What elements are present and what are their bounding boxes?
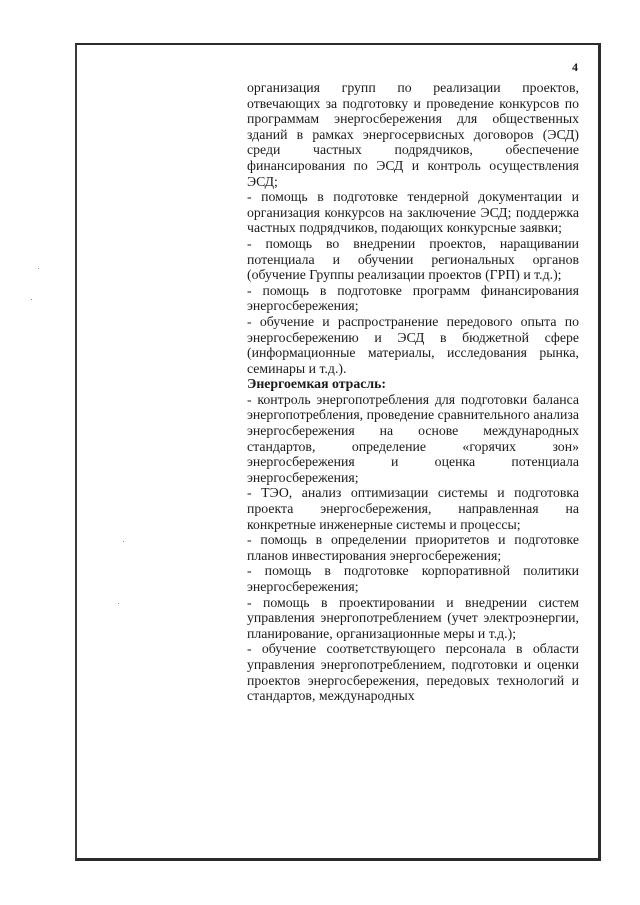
- section-heading: Энергоемкая отрасль:: [247, 376, 386, 392]
- scan-speck: [38, 268, 39, 269]
- paragraph-feasibility: - ТЭО, анализ оптимизации системы и подготовка проекта энергосбережения, направленная на конкретные инженерные системы и процессы;: [247, 485, 579, 532]
- paragraph-consumption-control: - контроль энергопотребления для подготовки баланса энергопотребления, проведение сравнительного анализа энергосбережения на основе международных стандартов, определение «горячих зон» энергосбережения и оценка потенциала энергосбережения;: [247, 391, 579, 485]
- paragraph-corporate-policy: - помощь в подготовке корпоративной политики энергосбережения;: [247, 563, 579, 594]
- paragraph-staff-training: - обучение соответствующего персонала в области управления энергопотреблением, подготовки и оценки проектов энергосбережения, передовых технологий и стандартов, международных: [247, 641, 579, 704]
- scan-speck: [118, 603, 119, 604]
- paragraph-management-systems: - помощь в проектировании и внедрении систем управления энергопотреблением (учет электроэнергии, планирование, организационные меры и т.д.);: [247, 594, 579, 641]
- paragraph-implementation-help: - помощь во внедрении проектов, наращивании потенциала и обучении региональных органов (обучение Группы реализации проектов (ГРП) и т.д.);: [247, 235, 579, 283]
- text-column: [247, 80, 579, 704]
- paragraph-financing-programs: - помощь в подготовке программ финансирования энергосбережения;: [247, 282, 579, 314]
- paragraph-priorities: - помощь в определении приоритетов и подготовке планов инвестирования энергосбережения;: [247, 532, 579, 563]
- paragraph-tender-help: - помощь в подготовке тендерной документации и организация конкурсов на заключение ЭСД; поддержка частных подрядчиков, подающих конкурсные заявки;: [247, 189, 579, 236]
- paragraph-intro: организация групп по реализации проектов, отвечающих за подготовку и проведение конкурсов по программам энергосбережения для общественных зданий в рамках энергосервисных договоров (ЭСД) среди частных подрядчиков, обеспечение финансирования по ЭСД и контроль осуществления ЭСД;: [247, 80, 579, 189]
- scan-speck: [31, 299, 32, 300]
- scan-speck: [123, 541, 124, 542]
- paragraph-training-public: - обучение и распространение передового опыта по энергосбережению и ЭСД в бюджетной сфере (информационные материалы, исследования рынка, семинары и т.д.).: [247, 313, 579, 376]
- page-number: 4: [572, 60, 578, 74]
